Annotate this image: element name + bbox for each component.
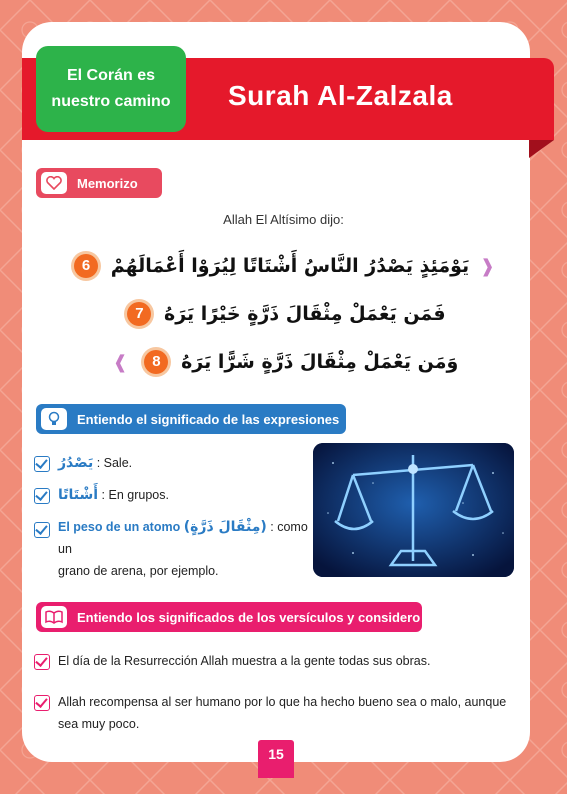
vocab-item-3-meaning-1: : como un: [58, 520, 308, 556]
checkbox-icon: [34, 456, 50, 472]
open-book-icon: [41, 606, 67, 628]
verse-8-text: وَمَن يَعْمَلْ مِثْقَالَ ذَرَّةٍ شَرًّا يَرَهُ: [181, 351, 459, 373]
vocab-item-3-meaning-2: grano de arena, por ejemplo.: [58, 564, 219, 578]
checkbox-icon: [34, 488, 50, 504]
section-expressions-label: Entiendo el significado de las expresiones: [77, 411, 340, 427]
checkbox-icon: [34, 695, 50, 711]
meaning-item-1: El día de la Resurrección Allah muestra a la gente todas sus obras.: [58, 654, 431, 668]
vocab-item-3: [58, 516, 308, 582]
verse-8: [0, 350, 567, 374]
series-label-line2: nuestro camino: [51, 93, 171, 110]
checkbox-icon: [34, 654, 50, 670]
meaning-item-2-line1: Allah recompensa al ser humano por lo que ha hecho bueno sea o malo, aunque: [58, 695, 507, 709]
vocab-item-3-term: El peso de un atomo: [58, 520, 181, 534]
vocab-item-1-meaning: : Sale.: [96, 456, 133, 470]
series-label-line1: El Corán es: [66, 67, 156, 84]
vocab-item-1: [58, 452, 132, 474]
lightbulb-icon: [41, 408, 67, 430]
section-memorize-heading: [36, 168, 162, 198]
checkbox-icon: [34, 522, 50, 538]
verse-7: [0, 302, 567, 326]
verse-intro-text: Allah El Altísimo dijo:: [223, 212, 344, 227]
vocab-item-2: [58, 484, 169, 506]
verse-7-text: فَمَن يَعْمَلْ مِثْقَالَ ذَرَّةٍ خَيْرًا يَرَهُ: [164, 303, 446, 325]
section-verse-meanings-label: Entiendo los significados de los versículos y considero: [77, 609, 421, 625]
vocab-item-2-meaning: : En grupos.: [101, 488, 169, 502]
page-number: 15: [258, 740, 294, 778]
vocab-item-3-arabic: (مِثْقَالَ ذَرَّةٍ): [183, 519, 267, 535]
balance-scale-image: [313, 443, 514, 577]
verse-7-number: 7: [127, 302, 151, 326]
verse-6-number: 6: [74, 254, 98, 278]
section-memorize-label: Memorizo: [77, 175, 138, 191]
verse-6-text: يَوْمَئِذٍ يَصْدُرُ النَّاسُ أَشْتَاتًا لِيُرَوْا أَعْمَالَهُمْ: [110, 255, 470, 277]
vocab-item-2-arabic: أَشْتَاتًا: [58, 487, 99, 503]
header-fold: [529, 140, 554, 158]
meaning-item-2: [58, 691, 518, 735]
verse-8-number: 8: [144, 350, 168, 374]
section-verse-meanings-heading: [36, 602, 422, 632]
verse-end-ornament-icon: ❱: [112, 351, 128, 373]
vocab-item-1-arabic: يَصْدُرُ: [58, 455, 94, 471]
meaning-item-2-line2: sea muy poco.: [58, 717, 140, 731]
section-expressions-heading: [36, 404, 346, 434]
page-title: Surah Al-Zalzala: [228, 80, 453, 111]
series-label-box: [36, 46, 186, 132]
verse-6: [0, 254, 567, 278]
verse-start-ornament-icon: ❰: [479, 255, 495, 277]
heart-icon: [41, 172, 67, 194]
